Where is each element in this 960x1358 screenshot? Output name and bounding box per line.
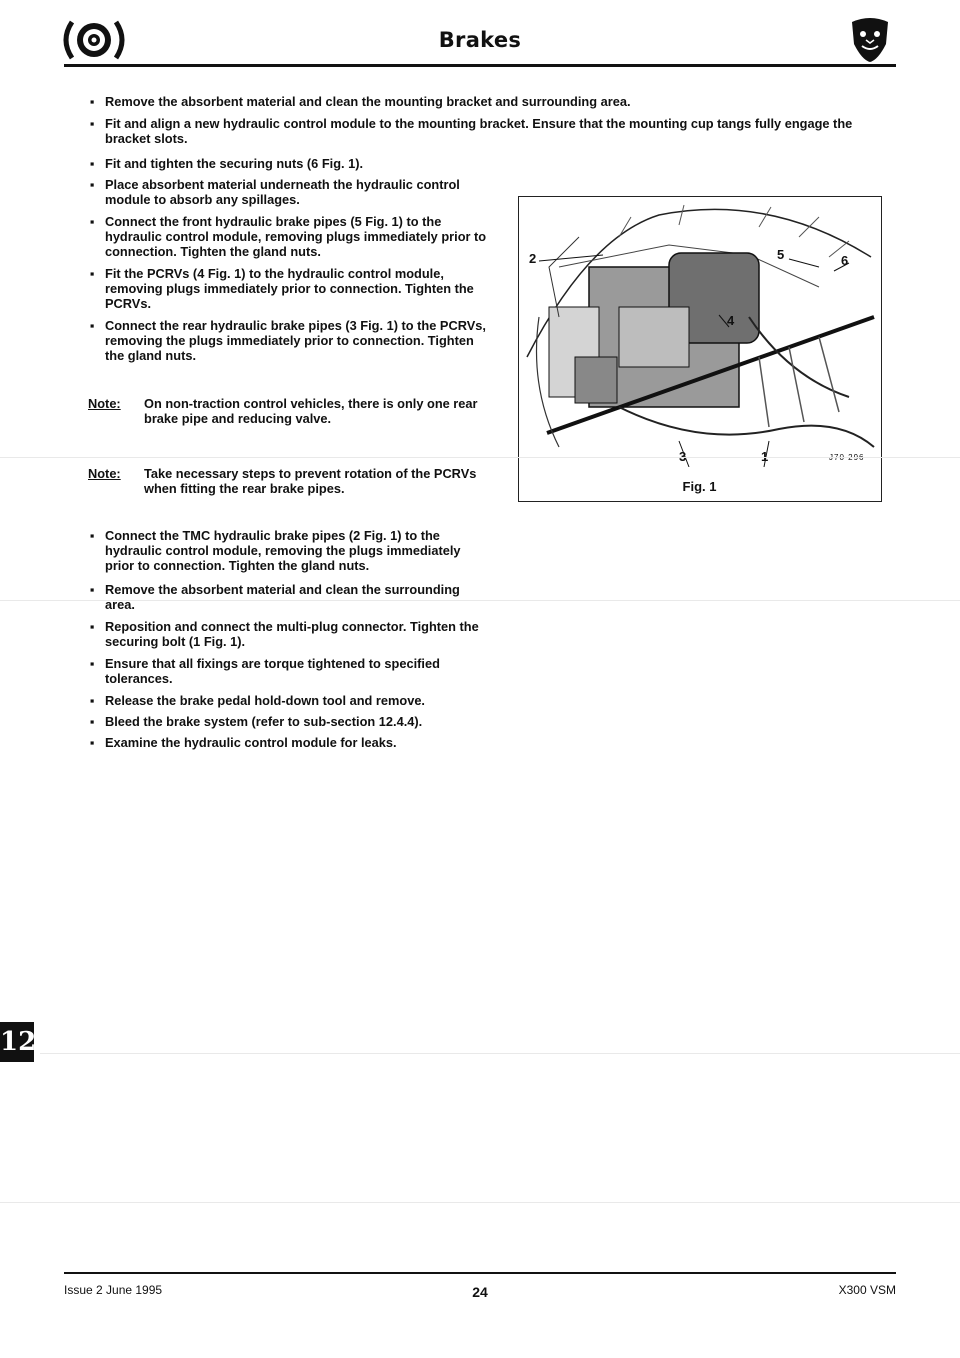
note: Note: Take necessary steps to prevent rotation of the PCRVs when fitting the rear brake pipes. [88, 466, 477, 496]
callout: 2 [529, 251, 537, 266]
figure-caption: Fig. 1 [682, 479, 717, 494]
list-item: ▪ Fit and align a new hydraulic control module to the mounting bracket. Ensure that the mounting cup tangs fully engage the bracket slots. [89, 116, 853, 146]
jaguar-head-icon [848, 16, 892, 64]
callout: 4 [727, 313, 735, 328]
manual-code: X300 VSM [838, 1283, 896, 1297]
note: Note: On non-traction control vehicles, there is only one rear brake pipe and reducing valve. [88, 396, 478, 426]
issue-date: Issue 2 June 1995 [64, 1283, 163, 1297]
list-item: ▪ Remove the absorbent material and clean the mounting bracket and surrounding area. [89, 94, 631, 109]
callout: 6 [841, 253, 849, 268]
divider [40, 1053, 960, 1054]
footer-rule [64, 1272, 896, 1274]
header-rule [64, 64, 896, 67]
divider [0, 1202, 960, 1203]
page-number: 24 [472, 1284, 488, 1300]
divider [0, 457, 960, 458]
section-tab: 12 [0, 1022, 34, 1062]
hydraulic-module-illustration [519, 197, 880, 467]
callout: 5 [777, 247, 785, 262]
page-title: Brakes [438, 28, 522, 52]
